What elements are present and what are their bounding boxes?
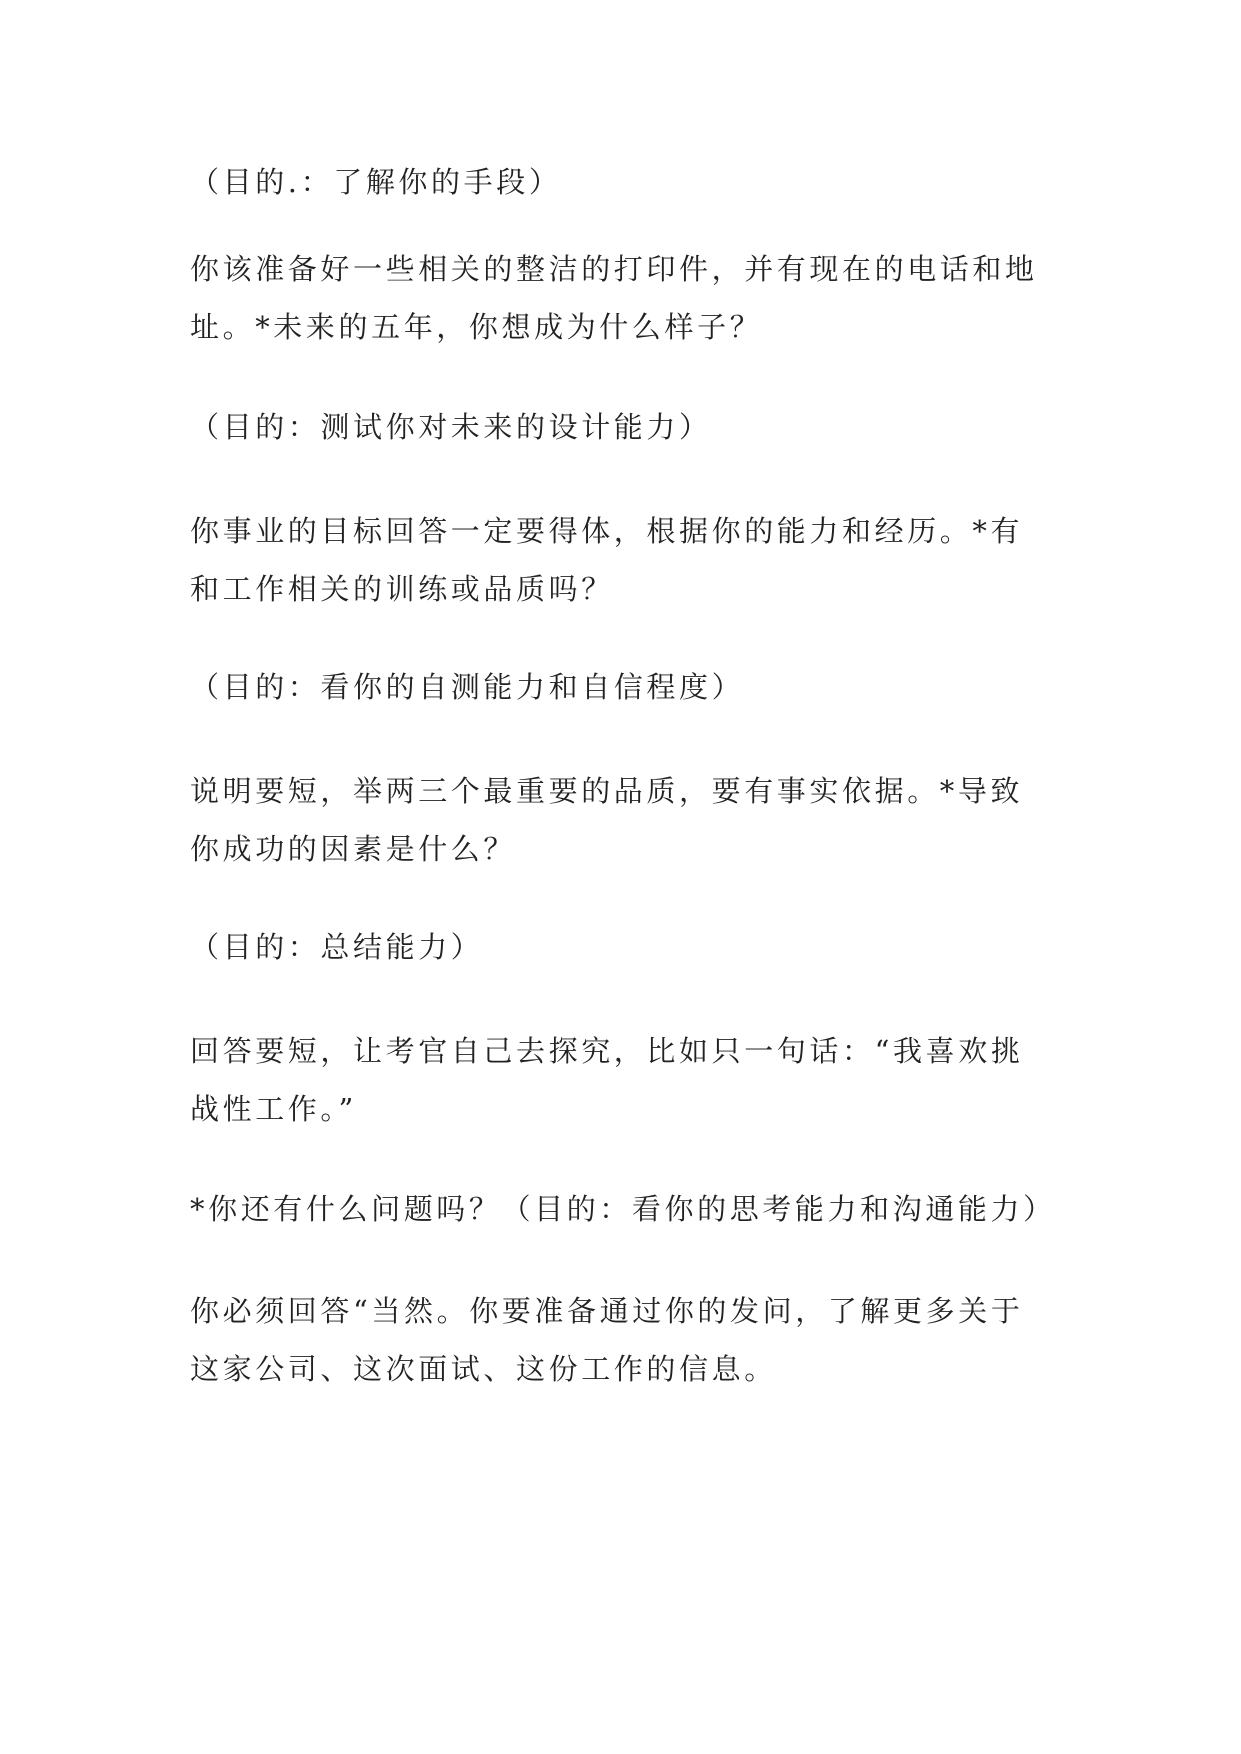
- purpose-note-paragraph: [190, 918, 1070, 976]
- text-line: 你必须回答“当然。你要准备通过你的发问，了解更多关于: [190, 1294, 1024, 1328]
- text-line: 址。*未来的五年，你想成为什么样子？: [190, 310, 763, 344]
- text-line: 你成功的因素是什么？: [190, 832, 517, 866]
- answer-paragraph: [190, 1282, 1070, 1398]
- text-line: *你还有什么问题吗？（目的：看你的思考能力和沟通能力）: [190, 1192, 1056, 1226]
- text-line: （目的.：了解你的手段）: [190, 165, 562, 199]
- text-line: 这家公司、这次面试、这份工作的信息。: [190, 1352, 777, 1386]
- answer-paragraph: [190, 240, 1070, 356]
- text-line: 回答要短，让考官自己去探究，比如只一句话：“我喜欢挑: [190, 1034, 1024, 1068]
- text-line: 战性工作。”: [190, 1092, 357, 1126]
- purpose-note-paragraph: [190, 398, 1070, 456]
- text-line: （目的：测试你对未来的设计能力）: [190, 410, 712, 444]
- purpose-note-paragraph: [190, 153, 1070, 211]
- text-line: （目的：总结能力）: [190, 930, 484, 964]
- text-line: 和工作相关的训练或品质吗？: [190, 572, 614, 606]
- text-line: 你事业的目标回答一定要得体，根据你的能力和经历。*有: [190, 514, 1024, 548]
- text-line: 说明要短，举两三个最重要的品质，要有事实依据。*导致: [190, 774, 1024, 808]
- answer-paragraph: [190, 762, 1070, 878]
- question-paragraph: [190, 1180, 1070, 1238]
- answer-paragraph: [190, 1022, 1070, 1138]
- purpose-note-paragraph: [190, 658, 1070, 716]
- text-line: 你该准备好一些相关的整洁的打印件，并有现在的电话和地: [190, 252, 1038, 286]
- text-line: （目的：看你的自测能力和自信程度）: [190, 670, 745, 704]
- answer-paragraph: [190, 502, 1070, 618]
